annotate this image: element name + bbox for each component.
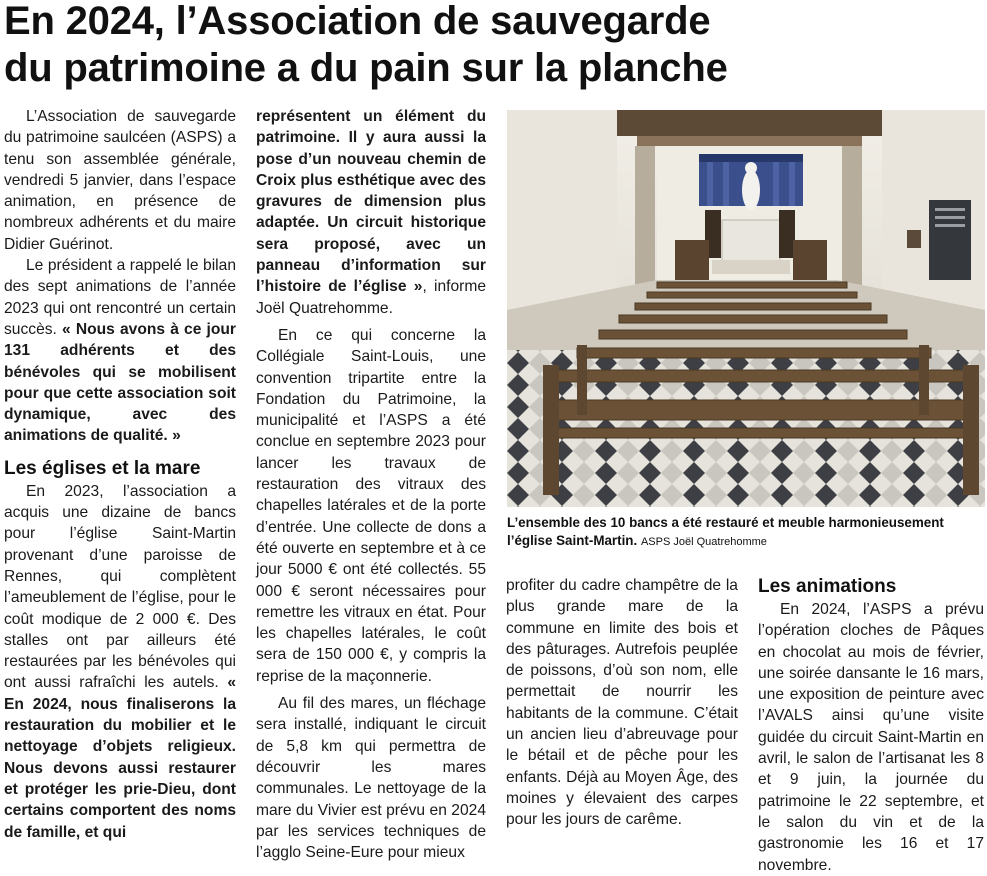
article-column-4 [758, 575, 984, 876]
article-column-2 [256, 106, 486, 863]
quote-adherents: « Nous avons à ce jour 131 adhérents et des bénévoles qui se mobilisent pour que cette association soit dynamique, avec des animations de qualité. » [4, 320, 237, 445]
quote-continued: représentent un élément du patrimoine. Il y aura aussi la pose d’un nouveau chemin de Croix plus esthétique avec des gravures de dimension plus adaptée. Un circuit historique sera proposé, avec un panneau d’information sur l’histoire de l’église » [256, 108, 486, 296]
subhead-animations: Les animations [758, 576, 897, 597]
quote-2024: « En 2024, nous finaliserons la restauration du mobilier et le nettoyage d’objets religieux. Nous devons aussi restaurer et protéger les prie-Dieu, dont certains comportent des noms de famille, et qui [4, 674, 236, 841]
headline [4, 0, 984, 92]
subhead-eglises: Les églises et la mare [4, 457, 201, 479]
article-column-1 [4, 106, 236, 843]
paragraph-mare-vivier: profiter du cadre champêtre de la plus grande mare de la commune en limite des bois et des pâturages. Autrefois peuplée de poissons, d’où son nom, elle permettait de nourrir les habitants de la commune. C’était un ancien lieu d’abreuvage pour le bétail et de pêche pour les enfants. Déjà au Moyen Âge, des moines y élevaient des carpes pour les jours de carême. [506, 577, 738, 829]
paragraph-bancs-text: En 2023, l’association a acquis une dizaine de bancs pour l’église Saint-Martin provenant d’une paroisse de Rennes, qui complètent l’ameublement de l’église, pour le coût modique de 2 000 €. Des stalles ont par ailleurs été restaurées par les bénévoles qui ont aussi rafraîchi les autels. [4, 482, 236, 692]
caption-text: L’ensemble des 10 bancs a été restauré et meuble harmonieusement l’église Saint-Martin. [507, 515, 944, 548]
paragraph-president [4, 255, 236, 447]
paragraph-bancs [4, 481, 236, 843]
caption-credit: ASPS Joël Quatrehomme [640, 536, 767, 548]
article-column-3 [506, 575, 738, 831]
paragraph-collegiale: En ce qui concerne la Collégiale Saint-Louis, une convention tripartite entre la Fondation du Patrimoine, la municipalité et l’ASPS a été conclue en septembre 2023 pour lancer les travaux de restauration des vitraux des chapelles latérales et de la porte d’entrée. Une collecte de dons a été ouverte en septembre et à ce jour 5000 € ont été collectés. 55 000 € seront nécessaires pour remettre les vitraux en état. Pour les chapelles latérales, le coût sera de 150 000 €, y compris la reprise de la maçonnerie. [256, 326, 486, 685]
quote-attribution: , informe Joël Quatrehomme. [256, 278, 486, 317]
church-interior-photo [507, 110, 985, 507]
photo-caption [507, 514, 985, 551]
paragraph-intro: L’Association de sauvegarde du patrimoine saulcéen (ASPS) a tenu son assemblée générale, vendredi 5 janvier, dans l’espace animation, en présence de nombreux adhérents et du maire Didier Guérinot. [4, 108, 236, 253]
paragraph-quote-continued [256, 106, 486, 319]
headline-line-1: En 2024, l’Association de sauvegarde [4, 0, 711, 43]
headline-line-2: du patrimoine a du pain sur la planche [4, 46, 728, 90]
paragraph-animations: En 2024, l’ASPS a prévu l’opération cloches de Pâques en chocolat au mois de février, une soirée dansante le 16 mars, une exposition de peinture avec l’AVALS ainsi qu’une visite guidée du circuit Saint-Martin en avril, le salon de l’artisanat les 8 et 9 juin, la journée du patrimoine le 22 septembre, et le salon du vin et de la gastronomie les 16 et 17 novembre. [758, 601, 984, 874]
paragraph-president-text: Le président a rappelé le bilan des sept animations de l’année 2023 qui ont rencontré un certain succès. [4, 257, 236, 338]
paragraph-mares: Au fil des mares, un fléchage sera installé, indiquant le circuit de 5,8 km qui permettra de découvrir les mares communales. Le nettoyage de la mare du Vivier est prévu en 2024 par les services techniques de l’agglo Seine-Eure pour mieux [256, 695, 486, 862]
